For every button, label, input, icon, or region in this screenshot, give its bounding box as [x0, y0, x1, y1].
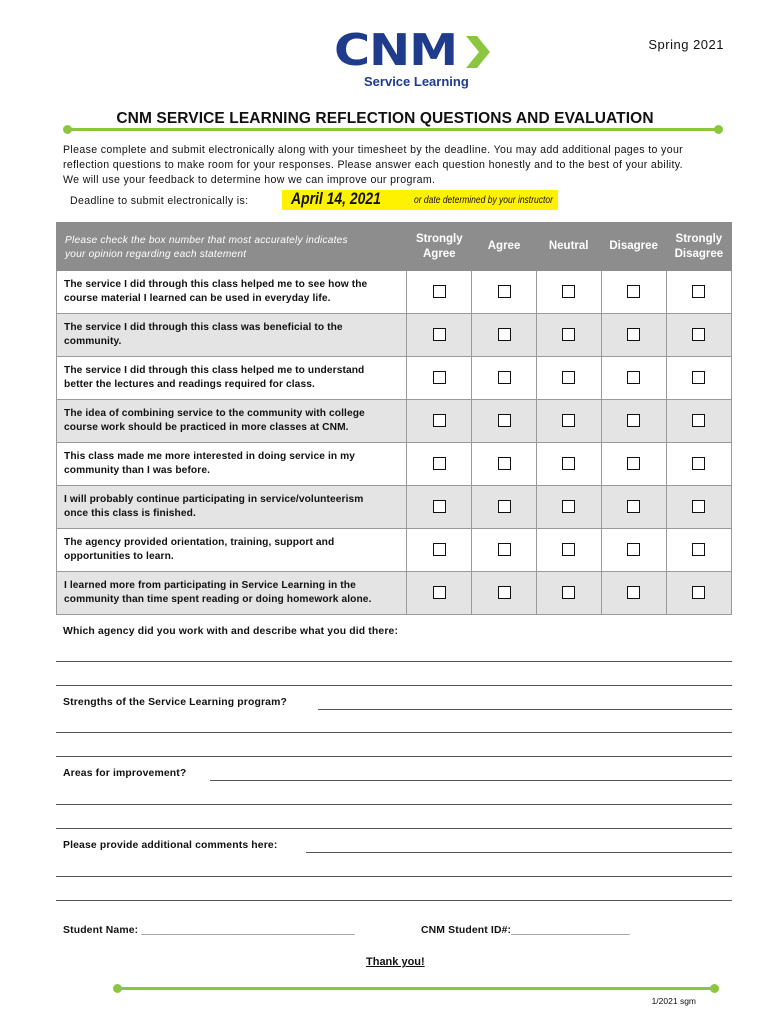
statement: The service I did through this class helped me to see how the course material I learned can be used in everyday life.	[57, 271, 407, 314]
bottom-divider-left-dot	[113, 984, 122, 993]
statement: The service I did through this class was beneficial to the community.	[57, 314, 407, 357]
column-label: Disagree	[674, 247, 724, 260]
checkbox-strongly-agree[interactable]	[433, 543, 446, 556]
instruction-line: your opinion regarding each statement	[65, 248, 247, 260]
agency-answer-line[interactable]	[56, 685, 732, 686]
checkbox-strongly-agree[interactable]	[433, 414, 446, 427]
table-row	[57, 486, 732, 529]
checkbox-neutral[interactable]	[562, 543, 575, 556]
cnm-logo	[334, 25, 494, 92]
intro-line: We will use your feedback to determine how we can improve our program.	[63, 174, 436, 186]
column-label: Agree	[422, 247, 456, 260]
agency-answer-line[interactable]	[56, 661, 732, 662]
checkbox-strongly-agree[interactable]	[433, 371, 446, 384]
statement: I learned more from participating in Service Learning in the community than time spent reading or doing homework alone.	[57, 572, 407, 615]
checkbox-neutral[interactable]	[562, 328, 575, 341]
table-row	[57, 443, 732, 486]
thank-you-text: Thank you!	[366, 956, 425, 968]
checkbox-strongly-disagree[interactable]	[692, 500, 705, 513]
checkbox-neutral[interactable]	[562, 414, 575, 427]
table-row	[57, 529, 732, 572]
checkbox-strongly-disagree[interactable]	[692, 586, 705, 599]
checkbox-disagree[interactable]	[627, 414, 640, 427]
column-label: Strongly	[675, 232, 723, 245]
bottom-divider-right-dot	[710, 984, 719, 993]
checkbox-agree[interactable]	[498, 543, 511, 556]
checkbox-strongly-agree[interactable]	[433, 328, 446, 341]
improvement-question: Areas for improvement?	[63, 768, 187, 779]
checkbox-agree[interactable]	[498, 586, 511, 599]
improvement-answer-line[interactable]	[56, 804, 732, 805]
strengths-answer-line[interactable]	[56, 732, 732, 733]
checkbox-neutral[interactable]	[562, 586, 575, 599]
table-row	[57, 271, 732, 314]
comments-answer-line[interactable]	[56, 876, 732, 877]
column-label: Neutral	[548, 240, 589, 252]
checkbox-strongly-agree[interactable]	[433, 457, 446, 470]
checkbox-neutral[interactable]	[562, 457, 575, 470]
instruction-line: Please check the box number that most accurately indicates	[65, 234, 348, 246]
bottom-divider	[118, 987, 714, 990]
student-name-field[interactable]: Student Name: ____________________________________	[63, 925, 355, 936]
checkbox-disagree[interactable]	[627, 328, 640, 341]
intro-text	[63, 143, 733, 188]
comments-answer-line[interactable]	[56, 900, 732, 901]
page-title: CNM SERVICE LEARNING REFLECTION QUESTIONS AND EVALUATION	[116, 110, 654, 127]
checkbox-neutral[interactable]	[562, 371, 575, 384]
semester-label: Spring 2021	[648, 37, 724, 52]
improvement-answer-line[interactable]	[56, 828, 732, 829]
statement: The agency provided orientation, training, support and opportunities to learn.	[57, 529, 407, 572]
checkbox-agree[interactable]	[498, 414, 511, 427]
table-header-row	[57, 223, 732, 271]
table-row	[57, 314, 732, 357]
column-label: Strongly	[415, 232, 463, 245]
top-divider-left-dot	[63, 125, 72, 134]
evaluation-table	[56, 222, 732, 615]
checkbox-strongly-disagree[interactable]	[692, 414, 705, 427]
table-instruction	[57, 223, 407, 271]
checkbox-strongly-agree[interactable]	[433, 500, 446, 513]
column-neutral	[536, 223, 601, 271]
checkbox-neutral[interactable]	[562, 285, 575, 298]
statement: This class made me more interested in doing service in my community than I was before.	[57, 443, 407, 486]
checkbox-disagree[interactable]	[627, 285, 640, 298]
column-strongly-agree	[407, 223, 472, 271]
intro-line: Please complete and submit electronically along with your timesheet by the deadline. You may add additional pages to your	[63, 144, 684, 156]
checkbox-disagree[interactable]	[627, 586, 640, 599]
column-strongly-disagree	[666, 223, 731, 271]
checkbox-strongly-disagree[interactable]	[692, 543, 705, 556]
checkbox-agree[interactable]	[498, 457, 511, 470]
checkbox-agree[interactable]	[498, 285, 511, 298]
deadline-note: or date determined by your instructor	[414, 195, 553, 206]
intro-line: reflection questions to make room for your responses. Please answer each question honestly and to the best of your ability.	[63, 159, 683, 171]
deadline-label: Deadline to submit electronically is:	[70, 195, 249, 207]
checkbox-strongly-disagree[interactable]	[692, 328, 705, 341]
table-row	[57, 400, 732, 443]
table-row	[57, 572, 732, 615]
checkbox-disagree[interactable]	[627, 543, 640, 556]
checkbox-strongly-disagree[interactable]	[692, 285, 705, 298]
table-row	[57, 357, 732, 400]
deadline-date: April 14, 2021	[291, 189, 381, 208]
checkbox-strongly-disagree[interactable]	[692, 371, 705, 384]
column-disagree	[601, 223, 666, 271]
column-agree	[472, 223, 536, 271]
comments-answer-line[interactable]	[306, 852, 732, 853]
checkbox-disagree[interactable]	[627, 500, 640, 513]
column-label: Disagree	[609, 240, 658, 252]
checkbox-agree[interactable]	[498, 371, 511, 384]
checkbox-disagree[interactable]	[627, 371, 640, 384]
checkbox-disagree[interactable]	[627, 457, 640, 470]
agency-question: Which agency did you work with and describe what you did there:	[63, 626, 399, 637]
student-id-field[interactable]: CNM Student ID#:____________________	[421, 925, 630, 936]
logo-text: CNM	[334, 25, 458, 76]
strengths-answer-line[interactable]	[318, 709, 732, 710]
checkbox-agree[interactable]	[498, 328, 511, 341]
checkbox-neutral[interactable]	[562, 500, 575, 513]
strengths-question: Strengths of the Service Learning program?	[63, 697, 287, 708]
top-divider-right-dot	[714, 125, 723, 134]
statement: The idea of combining service to the community with college course work should be practiced in more classes at CNM.	[57, 400, 407, 443]
column-label: Agree	[487, 240, 521, 252]
logo-chevron-icon	[466, 36, 490, 68]
top-divider	[68, 128, 720, 131]
statement: The service I did through this class helped me to understand better the lectures and readings required for class.	[57, 357, 407, 400]
checkbox-agree[interactable]	[498, 500, 511, 513]
checkbox-strongly-agree[interactable]	[433, 285, 446, 298]
checkbox-strongly-agree[interactable]	[433, 586, 446, 599]
improvement-answer-line[interactable]	[210, 780, 732, 781]
strengths-answer-line[interactable]	[56, 756, 732, 757]
statement: I will probably continue participating in service/volunteerism once this class is finished.	[57, 486, 407, 529]
comments-question: Please provide additional comments here:	[63, 840, 278, 851]
checkbox-strongly-disagree[interactable]	[692, 457, 705, 470]
footer-code: 1/2021 sgm	[651, 996, 696, 1006]
logo-subtitle: Service Learning	[364, 74, 469, 89]
